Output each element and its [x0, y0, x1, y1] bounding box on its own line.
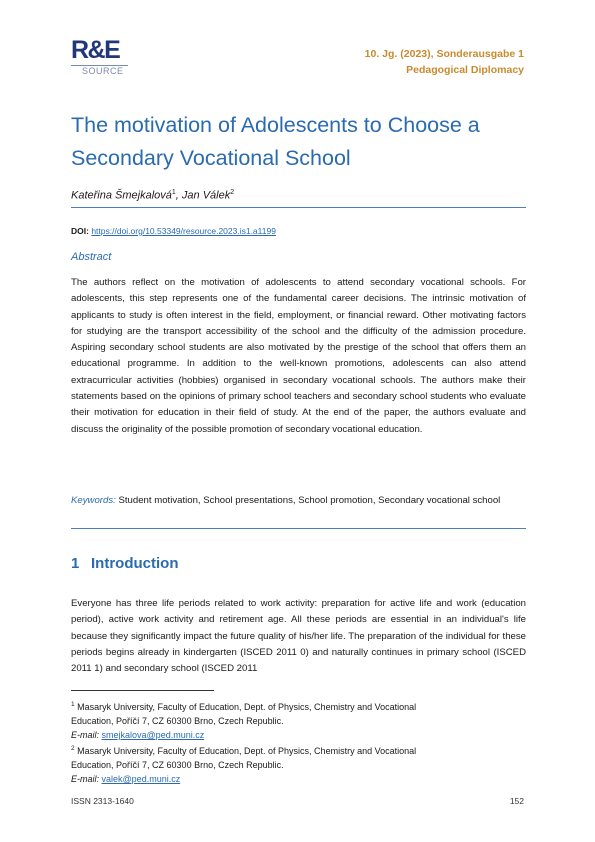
footnote-rule — [71, 690, 214, 691]
keywords-label: Keywords: — [71, 495, 116, 506]
journal-logo[interactable] — [71, 36, 131, 80]
footnote — [71, 698, 526, 742]
author-line — [71, 186, 234, 203]
doi-label: DOI: — [71, 226, 89, 236]
divider-line — [71, 207, 526, 208]
journal-info — [365, 46, 524, 78]
logo-wordmark: R&E — [71, 36, 120, 64]
footnote-affiliation: Masaryk University, Faculty of Education, Dept. of Physics, Chemistry and Vocational — [77, 702, 417, 712]
email-link[interactable]: smejkalova@ped.muni.cz — [101, 730, 205, 740]
doi-link[interactable]: https://doi.org/10.53349/resource.2023.is1.a1199 — [91, 226, 276, 236]
email-link[interactable]: valek@ped.muni.cz — [101, 774, 181, 784]
section-heading — [71, 554, 178, 574]
footnote-mark: 2 — [71, 745, 75, 752]
journal-issue: 10. Jg. (2023), Sonderausgabe 1 — [364, 48, 524, 60]
footnote — [71, 742, 526, 786]
keywords-text: Student motivation, School presentations, School promotion, Secondary vocational school — [118, 495, 501, 506]
article-title: The motivation of Adolescents to Choose a Secondary Vocational School — [71, 113, 480, 171]
page-number: 152 — [509, 796, 524, 806]
abstract-heading: Abstract — [71, 251, 112, 263]
email-label: E-mail: — [71, 774, 100, 784]
email-label: E-mail: — [71, 730, 100, 740]
author-name: Kateřina Šmejkalová — [71, 189, 172, 202]
footnotes — [71, 698, 526, 786]
section-number: 1 — [71, 555, 80, 572]
author-separator: , — [175, 189, 182, 202]
footnote-address: Education, Poříčí 7, CZ 60300 Brno, Czech Republic. — [71, 760, 284, 770]
author-name: Jan Válek — [181, 189, 231, 202]
section-title: Introduction — [91, 555, 179, 572]
section-body-text: Everyone has three life periods related to work activity: preparation for active life and work (education period), active work activity and retirement age. All these periods are essential in an individual's life because they significantly impact the future quality of his/her life. The preparation of the individual for these periods begins already in kindergarten (ISCED 2011 0) and naturally continues in primary school (ISCED 2011 1) and secondary school (ISCED 2011 — [71, 598, 526, 675]
footnote-address: Education, Poříčí 7, CZ 60300 Brno, Czech Republic. — [71, 716, 284, 726]
issn-number: ISSN 2313-1640 — [71, 796, 134, 806]
footnote-mark: 1 — [71, 701, 75, 708]
doi-line — [71, 225, 276, 237]
author-affiliation-mark: 2 — [230, 189, 235, 196]
abstract-text: The authors reflect on the motivation of adolescents to attend secondary vocational schools. For adolescents, this step represents one of the fundamental career decisions. The intrinsic motivation of applicants to study is often interest in the field, employment, or financial reward. Other motivating factors for studying are the transport accessibility of the school and the difficulty of the admission procedure. Aspiring secondary school students are also motivated by the prestige of the school that offers them an educational programme. In addition to the well-known promotions, adolescents can also attend extracurricular activities (hobbies) organised in secondary vocational schools. The authors make their statements based on the opinions of primary school teachers and secondary school students who evaluate their motivation for education in their field of study. At the end of the paper, the authors evaluate and discuss the originality of the possible promotion of secondary vocational education. — [71, 277, 526, 435]
divider-line — [71, 528, 526, 529]
journal-name: Pedagogical Diplomacy — [406, 64, 524, 76]
logo-subtitle: SOURCE — [82, 66, 124, 76]
keywords — [71, 493, 526, 509]
footnote-affiliation: Masaryk University, Faculty of Education, Dept. of Physics, Chemistry and Vocational — [77, 746, 417, 756]
author-affiliation-mark: 1 — [171, 189, 176, 196]
